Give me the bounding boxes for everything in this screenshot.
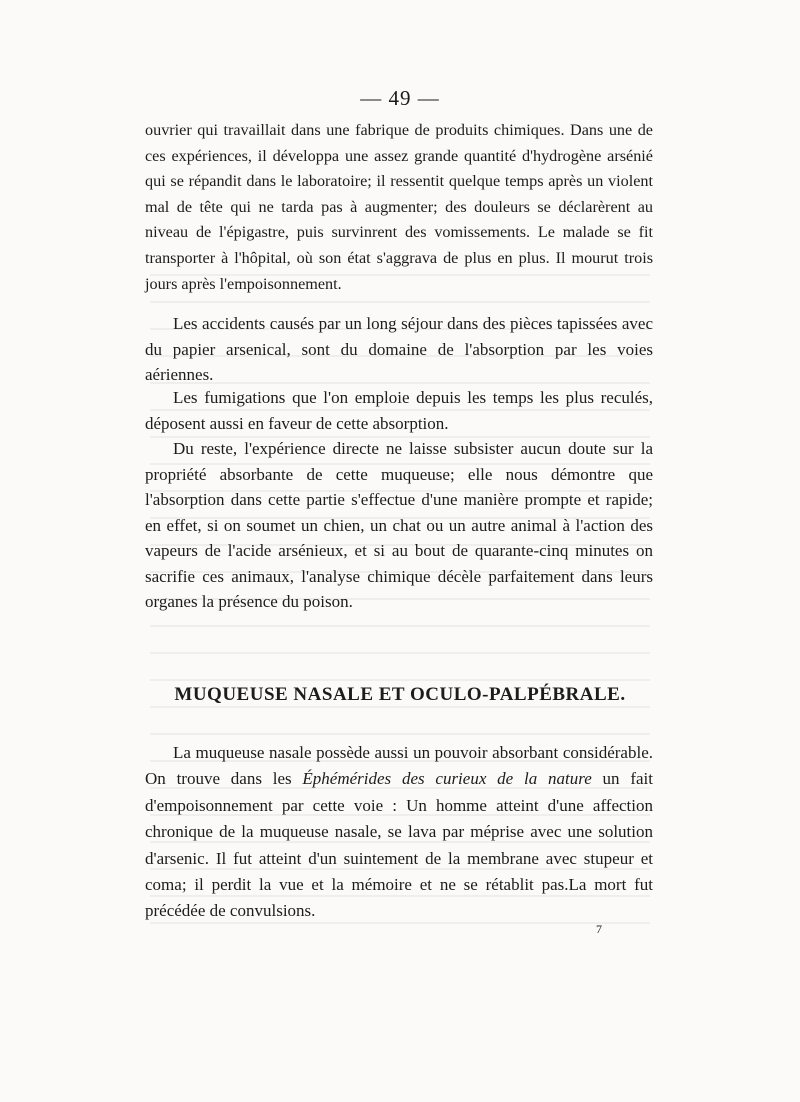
book-title-italic: Éphémérides des curieux de la nature [302,769,592,789]
paragraph-fumigations: Les fumigations que l'on emploie depuis les temps les plus reculés, déposent aussi en faveur de cette absorption. [145,388,653,433]
paragraph-text-start: La muqueuse nasale possède aussi un pouvoir absorbant considérable. On trouve dans les [145,743,653,789]
section-heading: MUQUEUSE NASALE ET OCULO-PALPÉBRALE. [174,684,626,705]
paragraph-experience-directe: Du reste, l'expérience directe ne laisse subsister aucun doute sur la propriété absorbante de cette muqueuse; elle nous démontre que l'absorption dans cette partie s'effectue d'une manière prompte et rapide; en effet, si on soumet un chien, un chat ou un autre animal à l'action des vapeurs de l'acide arsénieux, et si au bout de quarante-cinq minutes on sacrifie ces animaux, l'analyse chimique décèle parfaitement dans leurs organes la présence du poison. [145,439,653,611]
paragraph-continuation: ouvrier qui travaillait dans une fabrique de produits chimiques. Dans une de ces expériences, il développa une assez grande quantité d'hydrogène arsénié qui se répandit dans le laboratoire; il ressentit quelque temps après un violent mal de tête qui ne tarda pas à augmenter; des douleurs se déclarèrent au niveau de l'épigastre, puis survinrent des vomissements. Le malade se fit transporter à l'hôpital, où son état s'aggrava de plus en plus. Il mourut trois jours après l'empoisonnement. [145,121,653,293]
paragraph-text-end: un fait d'empoisonnement par cette voie : Un homme atteint d'une affection chronique de la muqueuse nasale, se lava par méprise avec une solution d'arsenic. Il fut atteint d'un suintement de la membrane avec stupeur et coma; il perdit la vue et la mémoire et ne se rétablit pas.La mort fut précédée de convulsions. [145,769,653,921]
signature-mark: 7 [596,922,602,936]
paragraph-muqueuse-nasale [145,740,653,925]
page-number: — 49 — [360,86,440,110]
paragraph-papier-arsenical: Les accidents causés par un long séjour dans des pièces tapissées avec du papier arsenical, sont du domaine de l'absorption par les voies aériennes. [145,314,653,384]
